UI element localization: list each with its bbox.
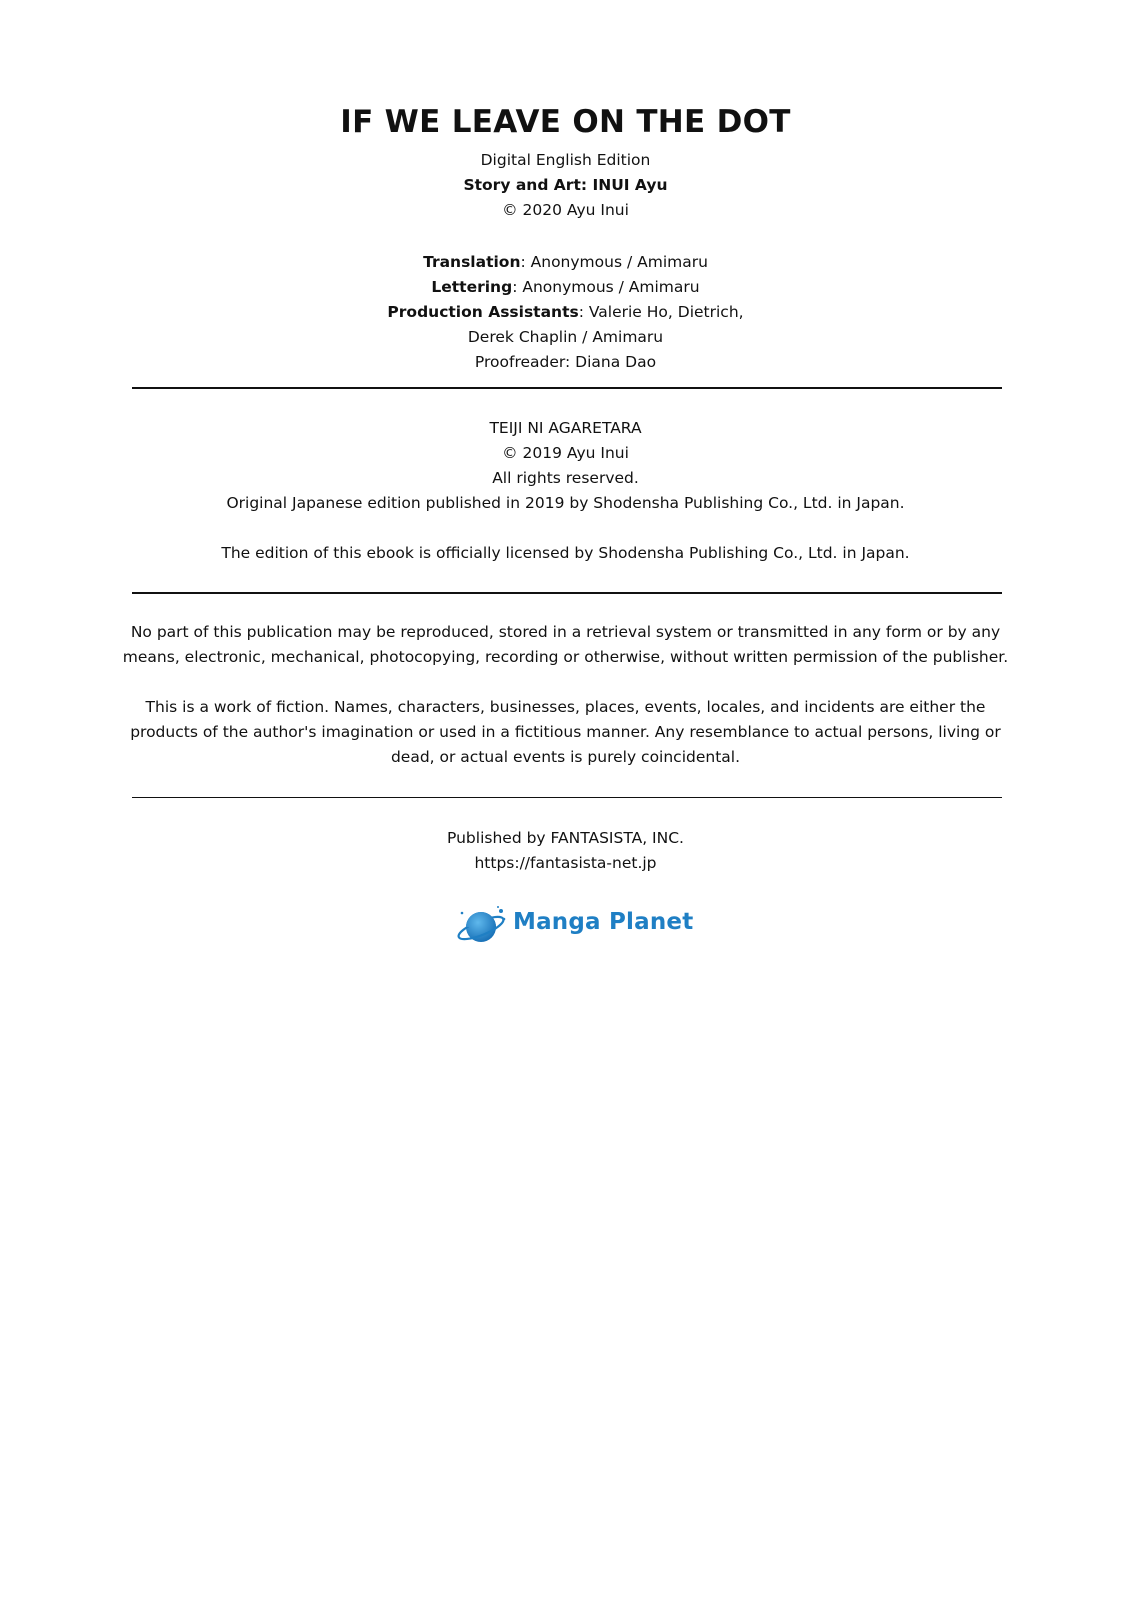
original-publication: Original Japanese edition published in 2019 by Shodensha Publishing Co., Ltd. in Japan.: [226, 494, 905, 512]
staff-credits: [0, 250, 1131, 375]
fiction-line-2: products of the author's imagination or used in a fictitious manner. Any resemblance to actual persons, living or: [130, 723, 1001, 741]
divider: [132, 387, 1002, 389]
reproduction-line-2: means, electronic, mechanical, photocopying, recording or otherwise, without written permission of the publisher.: [122, 648, 1009, 666]
translation-value: : Anonymous / Amimaru: [520, 253, 708, 271]
original-edition-info: [0, 416, 1131, 516]
japanese-title: TEIJI NI AGARETARA: [489, 419, 642, 437]
edition-info: [0, 148, 1131, 223]
published-by: Published by FANTASISTA, INC.: [447, 829, 684, 847]
license-info: [0, 541, 1131, 566]
lettering-credit: [0, 275, 1131, 300]
production-credit: [0, 300, 1131, 325]
reproduction-notice: [0, 620, 1131, 670]
fiction-disclaimer: [0, 695, 1131, 770]
lettering-value: : Anonymous / Amimaru: [512, 278, 700, 296]
production-value: : Valerie Ho, Dietrich,: [578, 303, 744, 321]
license-statement: The edition of this ebook is officially licensed by Shodensha Publishing Co., Ltd. in Japan.: [221, 544, 910, 562]
translation-label: Translation: [423, 253, 521, 271]
fiction-line-1: This is a work of fiction. Names, characters, businesses, places, events, locales, and incidents are either the: [145, 698, 986, 716]
copyright-japanese: © 2019 Ayu Inui: [502, 444, 629, 462]
production-credit-continued: Derek Chaplin / Amimaru: [467, 328, 664, 346]
story-art-credit: Story and Art: INUI Ayu: [463, 176, 668, 194]
lettering-label: Lettering: [431, 278, 513, 296]
divider: [132, 592, 1002, 594]
copyright-english: © 2020 Ayu Inui: [502, 201, 629, 219]
proofreader-credit: Proofreader: Diana Dao: [474, 353, 657, 371]
edition-label: Digital English Edition: [480, 151, 651, 169]
divider: [132, 797, 1002, 798]
publisher-info: [0, 826, 1131, 876]
planet-icon: [455, 903, 509, 949]
manga-planet-logo: [455, 903, 694, 949]
fiction-line-3: dead, or actual events is purely coincidental.: [390, 748, 741, 766]
logo-wordmark: Manga Planet: [513, 909, 694, 935]
reproduction-line-1: No part of this publication may be reproduced, stored in a retrieval system or transmitted in any form or by any: [130, 623, 1001, 641]
translation-credit: [0, 250, 1131, 275]
book-title: IF WE LEAVE ON THE DOT: [340, 104, 791, 140]
rights-reserved: All rights reserved.: [492, 469, 639, 487]
publisher-url: https://fantasista-net.jp: [474, 854, 657, 872]
production-label: Production Assistants: [387, 303, 579, 321]
